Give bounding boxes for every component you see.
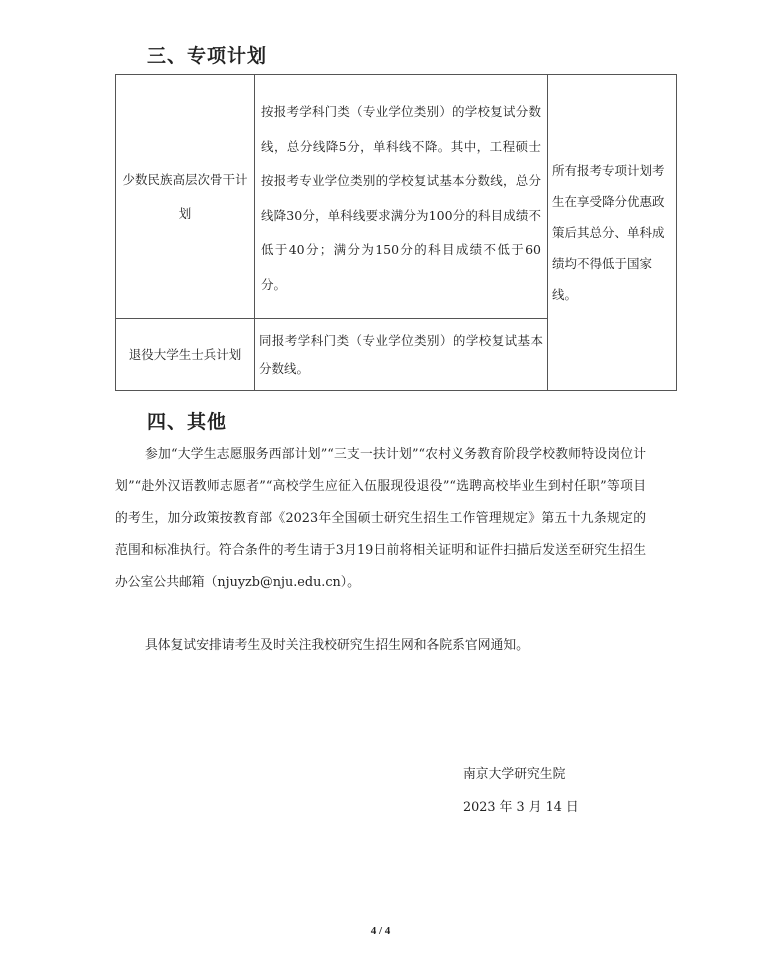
plan-rule-cell: 按报考学科门类（专业学位类别）的学校复试分数线，总分线降5分，单科线不降。其中，工程硕士按报考专业学位类别的学校复试基本分数线，总分线降30分，单科线要求满分为100分的科目成绩不低于40分；满分为150分的科目成绩不低于60分。 [255, 75, 548, 319]
table-row [116, 75, 677, 319]
section-heading-special-plans: 三、专项计划 [147, 45, 268, 67]
plan-note-cell: 所有报考专项计划考生在享受降分优惠政策后其总分、单科成绩均不得低于国家线。 [548, 75, 677, 391]
plan-name-cell: 少数民族高层次骨干计划 [116, 75, 255, 319]
plan-name-cell: 退役大学生士兵计划 [116, 319, 255, 391]
plan-rule-cell: 同报考学科门类（专业学位类别）的学校复试基本分数线。 [255, 319, 548, 391]
signature-date: 2023 年 3 月 14 日 [463, 800, 579, 815]
section-heading-other: 四、其他 [147, 411, 228, 433]
retest-notice-paragraph: 具体复试安排请考生及时关注我校研究生招生网和各院系官网通知。 [145, 638, 529, 653]
special-plans-table [115, 74, 677, 391]
bonus-policy-paragraph: 参加“大学生志愿服务西部计划”“三支一扶计划”“农村义务教育阶段学校教师特设岗位计划”“赴外汉语教师志愿者”“高校学生应征入伍服现役退役”“选聘高校毕业生到村任职”等项目的考生，加分政策按教育部《2023年全国硕士研究生招生工作管理规定》第五十九条规定的范围和标准执行。符合条件的考生请于3月19日前将相关证明和证件扫描后发送至研究生招生办公室公共邮箱（njuyzb@nju.edu.cn）。 [115, 447, 646, 590]
page-number: 4 / 4 [370, 925, 391, 937]
signature-org: 南京大学研究生院 [463, 767, 566, 782]
